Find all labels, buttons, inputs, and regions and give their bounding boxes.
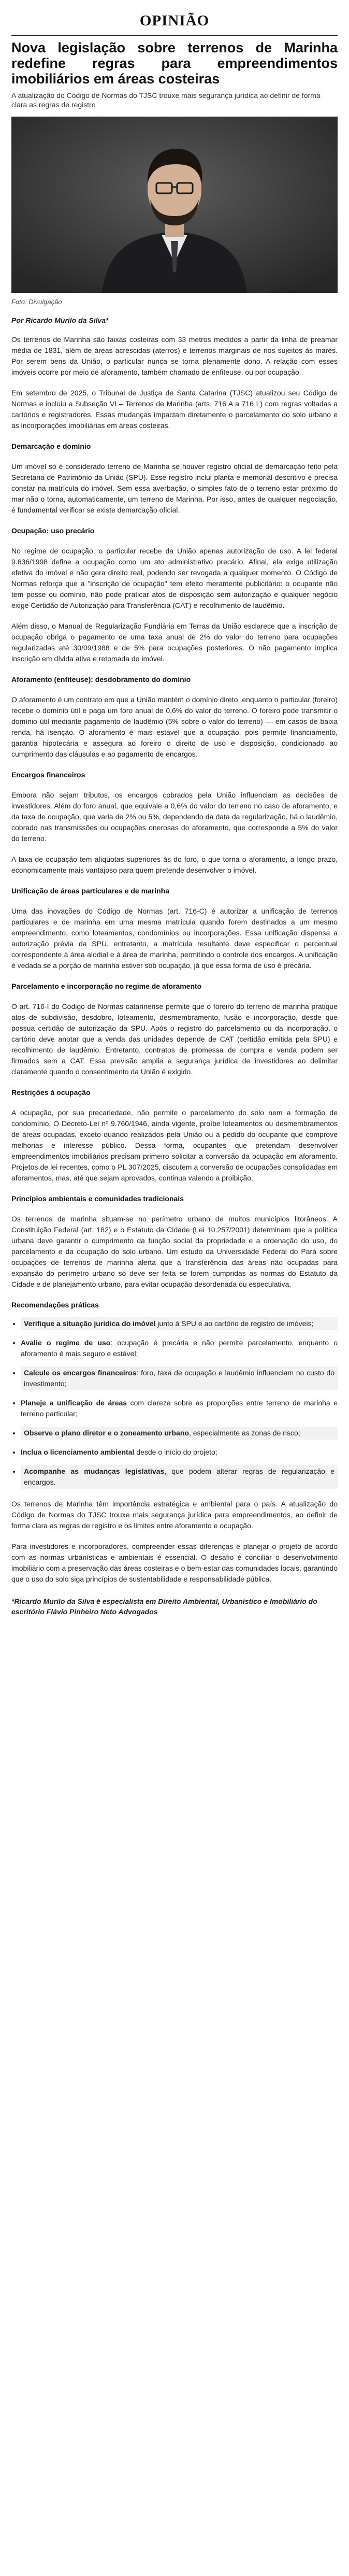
paragraph: Um imóvel só é considerado terreno de Marinha se houver registro oficial de demarcação feito pela Secretaria de Patrimônio da União (SPU). Esse registro inclui planta e memorial descritivo e precisa constar na matrícula do imóvel. Sem essa averbação, o simples fato de o terreno estar próximo do mar não o torna, automaticamente, um terreno de Marinha. Por isso, antes de qualquer negociação, é fundamental verificar se existe demarcação oficial. — [11, 462, 338, 514]
list-item-text: : ocupação é precária e não permite parcelamento, enquanto o aforamento é mais seguro e estável; — [21, 1339, 338, 1358]
article-body — [11, 334, 338, 1585]
paragraph: Embora não sejam tributos, os encargos cobrados pela União influenciam as decisões de investidores. Além do foro anual, que equivale a 0,6% do valor do terreno no caso de aforamento, e da taxa de ocupação, que varia de 2% ou 5%, dependendo da data da regularização, há o laudêmio, cobrado nas transmissões ou ocupações onerosas do aforamento, que corresponde a 5% do valor do terreno. — [11, 791, 338, 843]
section-heading: Recomendações práticas — [11, 1301, 99, 1309]
section-heading: Princípios ambientais e comunidades tradicionais — [11, 1194, 184, 1203]
recommendations-list — [11, 1317, 338, 1489]
section-heading: Aforamento (enfiteuse): desdobramento do domínio — [11, 675, 191, 684]
paragraph: A ocupação, por sua precariedade, não permite o parcelamento do solo nem a formação de condomínio. O Decreto-Lei nº 9.760/1946, ainda vigente, proíbe loteamentos ou desmembramentos de áreas ocupadas, exceto quando realizados pela União ou a pedido do ocupante que comprove melhorias e interesse público. Dessa forma, ocupantes que pretendam desenvolver empreendimentos imobiliários precisam primeiro solicitar a conversão da ocupação em aforamento. Projetos de lei recentes, como o PL 307/2025, discutem a conversão de ocupações consolidadas em aforamentos, mas, até que sejam aprovados, continua valendo a proibição. — [11, 1108, 338, 1182]
list-item-text: junto à SPU e ao cartório de registro de imóveis; — [155, 1319, 314, 1328]
section-label: OPINIÃO — [139, 12, 210, 29]
section-heading: Unificação de áreas particulares e de marinha — [11, 887, 170, 895]
list-item — [21, 1427, 338, 1440]
list-item-emphasis: Verifique a situação jurídica do imóvel — [24, 1319, 156, 1328]
list-item-emphasis: Observe o plano diretor e o zoneamento urbano — [24, 1429, 189, 1437]
paragraph: O aforamento é um contrato em que a União mantém o domínio direto, enquanto o particular (foreiro) recebe o domínio útil e paga um foro anual de 0,6% do valor do terreno. O foreiro pode transmitir o domínio útil mediante pagamento de laudêmio (5% sobre o valor do terreno) — em casos de baixa renda, há isenção. O aforamento é mais estável que a ocupação, pois permite financiamento, garantia hipotecária e assegura ao foreiro o direito de uso e disposição, condicionado ao cumprimento das cláusulas e ao pagamento de encargos. — [11, 695, 338, 758]
author-portrait-illustration — [11, 117, 338, 293]
list-item — [21, 1465, 338, 1489]
paragraph: Para investidores e incorporadores, compreender essas diferenças e planejar o projeto de acordo com as normas urbanísticas e ambientais é essencial. O desafio é conciliar o desenvolvimento imobiliário com a preservação das áreas costeiras e o bem-estar das comunidades locais, garantindo que o uso do solo siga princípios de sustentabilidade e responsabilidade pública. — [11, 1542, 338, 1583]
author-signature: *Ricardo Murilo da Silva é especialista em Direito Ambiental, Urbanístico e Imobiliário do escritório Flávio Pinheiro Neto Advogados — [11, 1597, 317, 1616]
list-item — [21, 1317, 338, 1330]
paragraph: Os terrenos de Marinha têm importância estratégica e ambiental para o país. A atualização do Código de Normas do TJSC trouxe mais segurança jurídica para empreendimentos, ao definir de forma clara as regras de registro e os limites entre aforamento e ocupação. — [11, 1500, 338, 1530]
section-header — [11, 0, 338, 36]
list-item-emphasis: Avalie o regime de uso — [21, 1339, 111, 1347]
section-heading: Ocupação: uso precário — [11, 526, 95, 535]
article-subtitle: A atualização do Código de Normas do TJSC trouxe mais segurança jurídica ao definir de forma clara as regras de registro — [11, 91, 321, 109]
list-item-emphasis: Acompanhe as mudanças legislativas — [24, 1467, 165, 1475]
paragraph: A taxa de ocupação tem alíquotas superiores às do foro, o que torna o aforamento, a longo prazo, economicamente mais vantajoso para quem pretende desenvolver o imóvel. — [11, 855, 338, 874]
paragraph: Uma das inovações do Código de Normas (art. 716-C) é autorizar a unificação de terrenos particulares e de marinha em uma mesma matrícula quando forem destinados a um mesmo empreendimento, como loteamentos, condomínios ou incorporações. Essa unificação dispensa a autorização prévia da SPU, entretanto, a matrícula resultante deve especificar o percentual correspondente à área alodial e à área de marinha, permitindo o controle dos encargos. A unificação é vedada se a porção de marinha estiver sob ocupação, já que essa forma de uso é precária. — [11, 907, 338, 970]
article-headline: Nova legislação sobre terrenos de Marinha redefine regras para empreendimentos imobiliários em áreas costeiras — [11, 40, 338, 87]
list-item — [21, 1398, 338, 1419]
list-item — [21, 1337, 338, 1359]
photo-caption: Foto: Divulgação — [11, 298, 62, 306]
list-item-text: desde o início do projeto; — [134, 1448, 217, 1456]
section-heading: Demarcação e domínio — [11, 442, 91, 450]
section-heading: Encargos financeiros — [11, 771, 85, 779]
paragraph: Além disso, o Manual de Regularização Fundiária em Terras da União esclarece que a inscrição de ocupação obriga o pagamento de uma taxa anual de 2% do valor do terreno para ocupações regularizadas até 30/09/1988 e de 5% para ocupações posteriores. O não pagamento implica inscrição em dívida ativa e retomada do imóvel. — [11, 622, 338, 663]
list-item-text: : foro, taxa de ocupação e laudêmio influenciam no custo do investimento; — [24, 1369, 335, 1388]
list-item-text: , que podem alterar regras de regularização e encargos. — [24, 1467, 335, 1486]
list-item-text: com clareza sobre as proporções entre terreno de marinha e terreno particular; — [21, 1399, 338, 1418]
paragraph: No regime de ocupação, o particular recebe da União apenas autorização de uso. A lei federal 9.636/1998 define a ocupação como um ato administrativo precário. Afinal, ela exige utilização efetiva do imóvel e não gera direito real, podendo ser revogada a qualquer momento. O Código de Normas reforça que a "inscrição de ocupação" tem efeito meramente publicitário: o ocupante não tem posse ou domínio, não pode praticar atos de disposição sem autorização e qualquer negócio exige Certidão de Autorização para Transferência (CAT) e recolhimento de laudêmio. — [11, 547, 338, 609]
list-item — [21, 1367, 338, 1390]
paragraph: O art. 716-I do Código de Normas catarinense permite que o foreiro do terreno de marinha pratique atos de subdivisão, desdobro, loteamento, desmembramento, fusão e incorporação, desde que possua certidão de autorização da SPU. Após o registro do parcelamento ou da incorporação, o cartório deve anotar que a venda das unidades depende de CAT (certidão emitida pela SPU) e recolhimento de laudêmio. Entretanto, contratos de promessa de compra e venda podem ser firmados sem a CAT. Essa previsão amplia a segurança jurídica de investidores ao delimitar claramente quando o consentimento da União é exigido. — [11, 1002, 338, 1076]
paragraph: Em setembro de 2025, o Tribunal de Justiça de Santa Catarina (TJSC) atualizou seu Código de Normas e incluiu a Subseção VI – Terrenos de Marinha (arts. 716 A a 716 L) com regras voltadas a cartórios e registradores. Essas mudanças impactam diretamente o parcelamento do solo urbano e as incorporações imobiliárias em áreas costeiras. — [11, 389, 338, 430]
section-heading: Restrições à ocupação — [11, 1088, 91, 1097]
list-item-emphasis: Calcule os encargos financeiros — [24, 1369, 137, 1377]
author-photo — [11, 117, 338, 293]
list-item-emphasis: Inclua o licenciamento ambiental — [21, 1448, 135, 1456]
section-heading: Parcelamento e incorporação no regime de aforamento — [11, 982, 202, 990]
paragraph: Os terrenos de Marinha são faixas costeiras com 33 metros medidos a partir da linha de preamar média de 1831, além de áreas acrescidas (aterros) e terrenos marginais de rios sujeitos às marés. Por serem bens da União, o particular nunca se torna plenamente dono. A relação com esses imóveis ocorre por meio de aforamento, também chamado de enfiteuse, ou por ocupação. — [11, 335, 338, 376]
list-item — [21, 1447, 338, 1458]
paragraph: Os terrenos de marinha situam-se no perímetro urbano de muitos municípios litorâneos. A Constituição Federal (art. 182) e o Estatuto da Cidade (Lei 10.257/2001) determinam que a política urbana deve garantir o cumprimento da função social da propriedade e a ordenação do uso, do parcelamento e da ocupação do solo urbano. Um estudo da Universidade Federal do Pará sobre ocupações de terrenos de marinha alerta que a transferência das áreas não ocupadas para expansão do perímetro urbano só deve ser feita se forem cumpridas as normas do Estatuto da Cidade e de planejamento urbano, para evitar ocupação desordenada ou especulativa. — [11, 1215, 338, 1288]
article-byline: Por Ricardo Murilo da Silva* — [11, 316, 109, 324]
section-divider — [11, 35, 338, 36]
list-item-emphasis: Planeje a unificação de áreas — [21, 1399, 127, 1407]
list-item-text: , especialmente as zonas de risco; — [188, 1429, 300, 1437]
